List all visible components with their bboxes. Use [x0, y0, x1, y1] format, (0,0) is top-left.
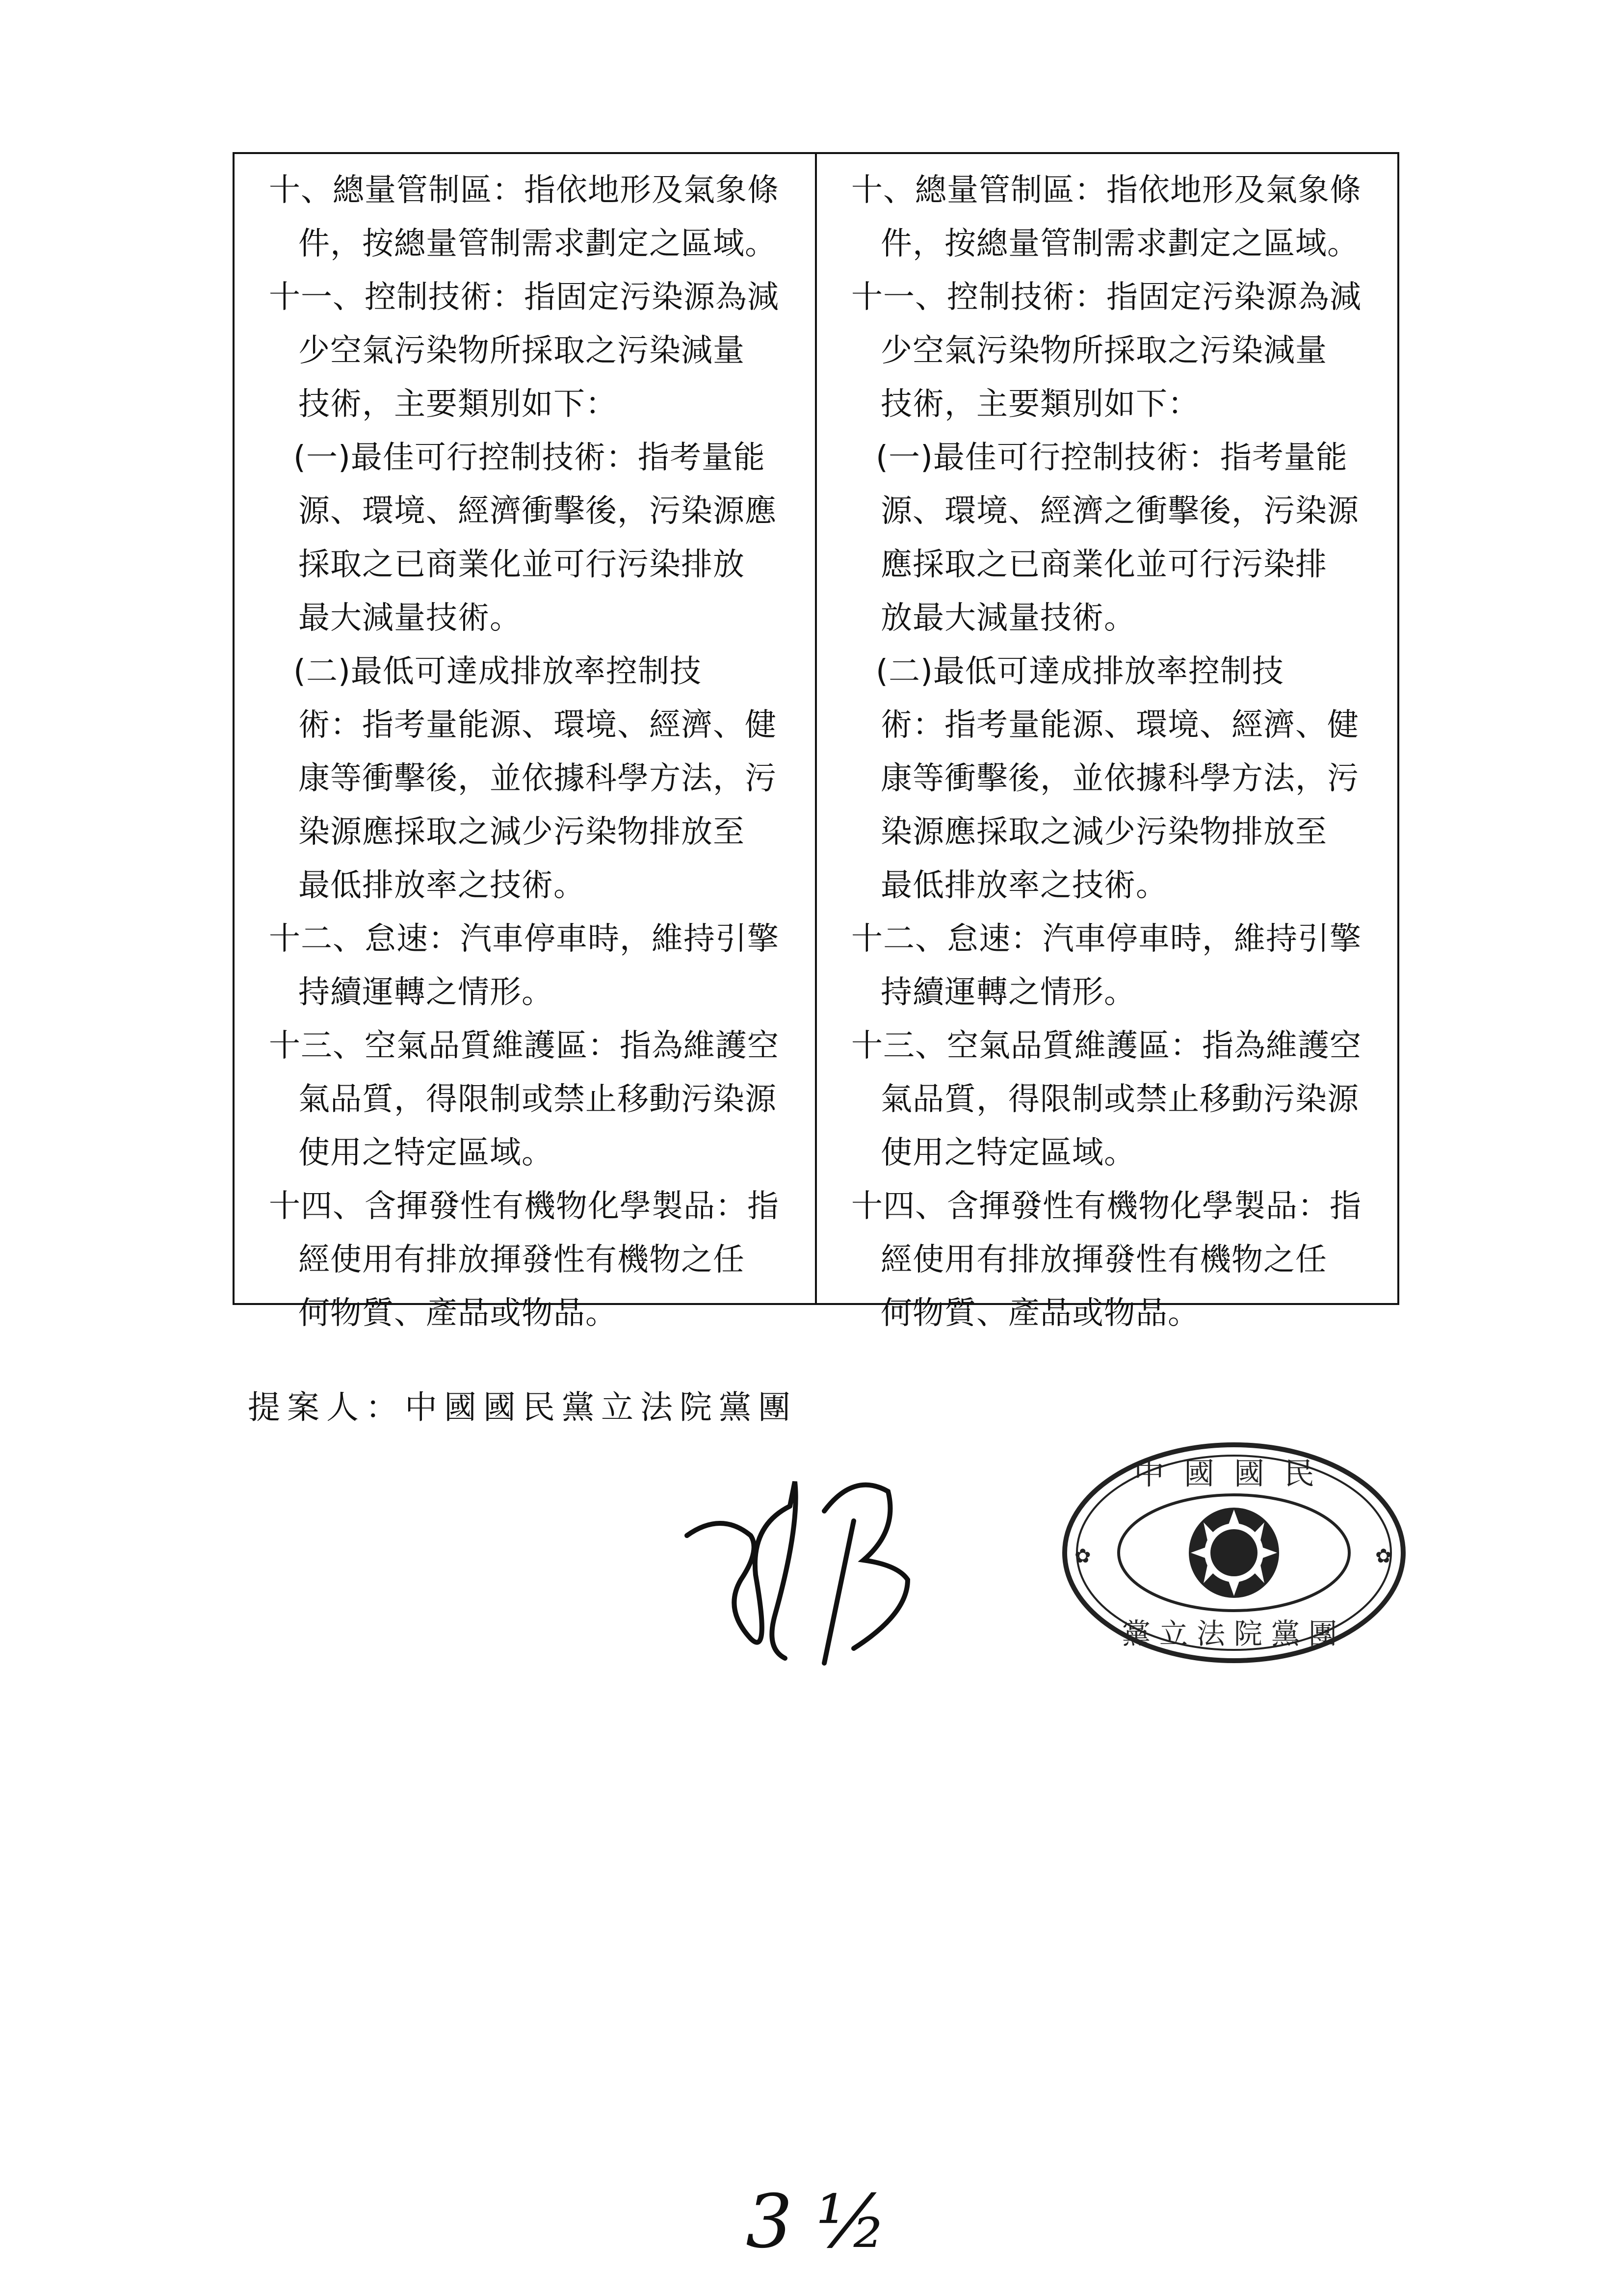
right-line: 術：指考量能源、環境、經濟、健 — [881, 707, 1359, 743]
comparison-table — [233, 152, 1399, 1331]
right-line: 氣品質，得限制或禁止移動污染源 — [881, 1081, 1359, 1118]
right-line: 經使用有排放揮發性有機物之任 — [881, 1242, 1327, 1278]
right-line: 十三、空氣品質維護區：指為維護空 — [851, 1028, 1362, 1064]
left-column — [235, 154, 815, 1331]
left-line: 氣品質，得限制或禁止移動污染源 — [298, 1081, 777, 1118]
flower-icon: ✿ — [1375, 1545, 1392, 1567]
left-line: 康等衝擊後，並依據科學方法，污 — [298, 760, 777, 797]
right-line: 十二、怠速：汽車停車時，維持引擎 — [851, 921, 1362, 957]
left-line: 最低排放率之技術。 — [298, 867, 585, 904]
flower-icon: ✿ — [1074, 1545, 1091, 1567]
left-line: 少空氣污染物所採取之污染減量 — [298, 333, 745, 369]
right-line: 源、環境、經濟之衝擊後，污染源 — [881, 493, 1359, 529]
right-line: 技術，主要類別如下： — [881, 386, 1200, 422]
left-line: 使用之特定區域。 — [298, 1135, 553, 1171]
right-line: 十、總量管制區：指依地形及氣象條 — [851, 172, 1362, 209]
right-line: 少空氣污染物所採取之污染減量 — [881, 333, 1327, 369]
right-line: 十四、含揮發性有機物化學製品：指 — [851, 1188, 1362, 1225]
page-number-text: 3 ½ — [746, 2179, 888, 2265]
left-line: 採取之已商業化並可行污染排放 — [298, 547, 745, 583]
seal-top-text: 中國國民 — [1133, 1456, 1335, 1491]
right-line: 何物質、產品或物品。 — [881, 1295, 1200, 1331]
left-line: 十二、怠速：汽車停車時，維持引擎 — [269, 921, 779, 957]
right-line: 應採取之已商業化並可行污染排 — [881, 547, 1327, 583]
left-line: (二)最低可達成排放率控制技 — [293, 653, 702, 690]
right-line: 放最大減量技術。 — [881, 600, 1136, 636]
left-line: 持續運轉之情形。 — [298, 974, 553, 1011]
handwritten-signature — [677, 1452, 1011, 1678]
left-line: 技術，主要類別如下： — [298, 386, 617, 422]
right-line: (二)最低可達成排放率控制技 — [876, 653, 1284, 690]
right-line: 最低排放率之技術。 — [881, 867, 1168, 904]
left-line: 源、環境、經濟衝擊後，污染源應 — [298, 493, 777, 529]
seal-bottom-text: 黨立法院黨團 — [1122, 1617, 1346, 1650]
left-line: 十三、空氣品質維護區：指為維護空 — [269, 1028, 779, 1064]
left-line: 最大減量技術。 — [298, 600, 522, 636]
right-line: (一)最佳可行控制技術：指考量能 — [876, 440, 1348, 476]
right-line: 使用之特定區域。 — [881, 1135, 1136, 1171]
right-line: 持續運轉之情形。 — [881, 974, 1136, 1011]
left-line: (一)最佳可行控制技術：指考量能 — [293, 440, 765, 476]
right-line: 件，按總量管制需求劃定之區域。 — [881, 226, 1359, 262]
left-line: 十四、含揮發性有機物化學製品：指 — [269, 1188, 779, 1225]
right-line: 染源應採取之減少污染物排放至 — [881, 814, 1327, 850]
right-line: 康等衝擊後，並依據科學方法，污 — [881, 760, 1359, 797]
left-line: 術：指考量能源、環境、經濟、健 — [298, 707, 777, 743]
right-column — [815, 154, 1397, 1331]
left-line: 十、總量管制區：指依地形及氣象條 — [269, 172, 779, 209]
party-seal — [1057, 1437, 1411, 1668]
left-line: 染源應採取之減少污染物排放至 — [298, 814, 745, 850]
left-line: 何物質、產品或物品。 — [298, 1295, 617, 1331]
handwritten-page-number — [736, 2168, 893, 2276]
left-line: 件，按總量管制需求劃定之區域。 — [298, 226, 777, 262]
left-line: 經使用有排放揮發性有機物之任 — [298, 1242, 745, 1278]
left-line: 十一、控制技術：指固定污染源為減 — [269, 279, 779, 315]
right-line: 十一、控制技術：指固定污染源為減 — [851, 279, 1362, 315]
proposer-line: 提案人：中國國民黨立法院黨團 — [248, 1388, 797, 1426]
